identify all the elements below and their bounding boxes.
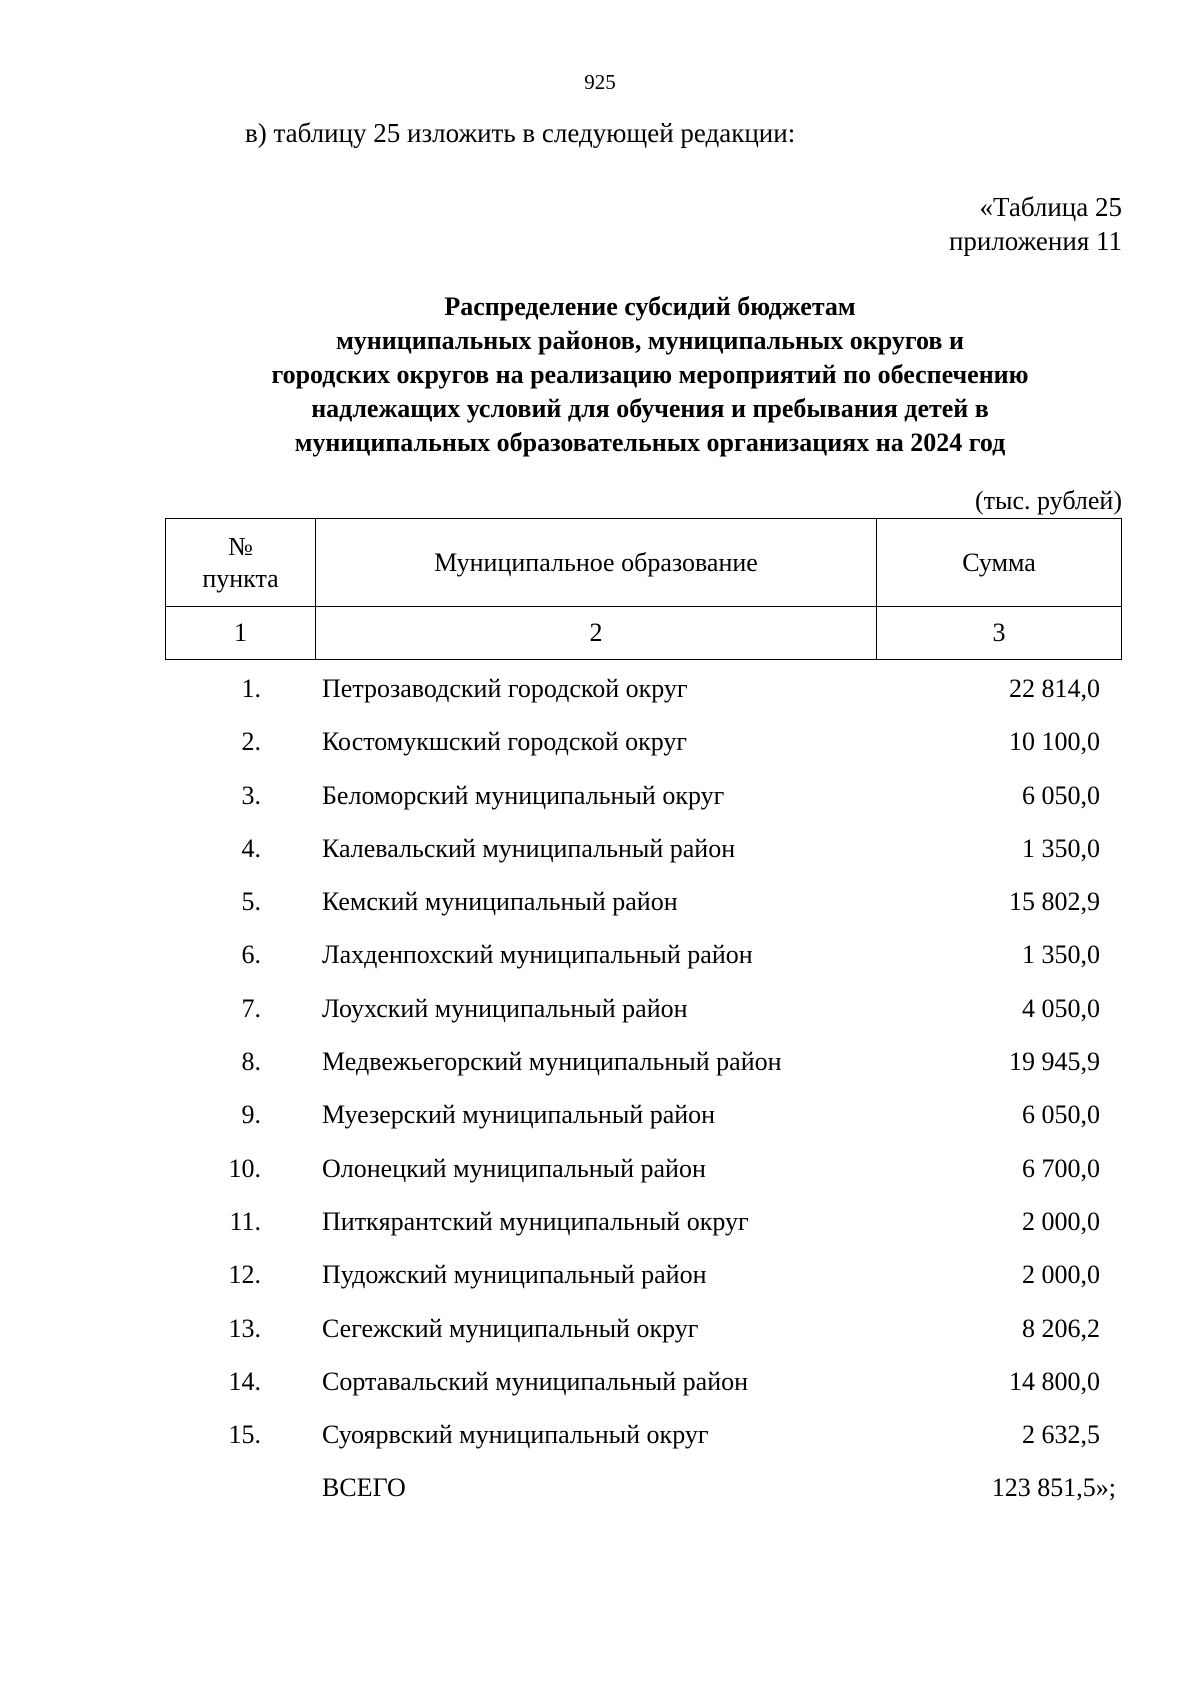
header-number-label: пункта — [202, 563, 279, 593]
table-row — [165, 1355, 1122, 1408]
page-number: 925 — [584, 70, 616, 94]
row-sum: 10 100,0 — [1009, 727, 1100, 757]
table-row — [165, 1035, 1122, 1088]
header-municipality-cell: Муниципальное образование — [316, 519, 877, 607]
row-number: 11. — [229, 1206, 261, 1236]
table-row — [165, 1088, 1122, 1141]
header-number-symbol: № — [228, 531, 253, 561]
row-municipality: Лахденпохский муниципальный район — [322, 940, 753, 970]
row-municipality: Калевальский муниципальный район — [322, 833, 736, 863]
table-row — [165, 1248, 1122, 1301]
column-number-row — [166, 607, 1122, 660]
table-reference-line2: приложения 11 — [948, 226, 1122, 256]
title-line5: муниципальных образовательных организациях на 2024 год — [294, 428, 1006, 457]
row-number: 10. — [228, 1153, 261, 1183]
table-row — [165, 769, 1122, 822]
row-number: 1. — [241, 674, 261, 703]
row-number: 8. — [241, 1047, 261, 1077]
row-number: 12. — [228, 1260, 261, 1290]
row-municipality: Лоухский муниципальный район — [322, 993, 688, 1023]
row-municipality: Муезерский муниципальный район — [322, 1100, 716, 1130]
table-row — [165, 1142, 1122, 1195]
row-number: 4. — [241, 833, 261, 863]
table-header — [165, 518, 1122, 660]
row-municipality: Беломорский муниципальный округ — [322, 780, 725, 810]
title-line3: городских округов на реализацию мероприятий по обеспечению — [271, 360, 1029, 389]
row-sum: 6 700,0 — [1022, 1153, 1100, 1183]
header-sum-cell: Сумма — [877, 519, 1122, 607]
row-sum: 6 050,0 — [1022, 1100, 1100, 1130]
row-sum: 1 350,0 — [1022, 940, 1100, 970]
row-number: 14. — [228, 1366, 261, 1396]
row-number: 9. — [241, 1100, 261, 1130]
units-label: (тыс. рублей) — [974, 486, 1122, 515]
table-row — [165, 822, 1122, 875]
column-number-2: 2 — [316, 607, 877, 660]
row-number: 7. — [241, 993, 261, 1023]
row-number: 3. — [241, 780, 261, 810]
row-number: 5. — [241, 887, 261, 917]
row-number: 6. — [241, 940, 261, 970]
row-municipality: Сегежский муниципальный округ — [322, 1313, 699, 1343]
row-sum: 15 802,9 — [1009, 887, 1100, 917]
total-row — [165, 1461, 1122, 1514]
table-body — [165, 662, 1122, 1515]
column-number-1: 1 — [166, 607, 316, 660]
row-number: 2. — [241, 727, 261, 757]
row-municipality: Суоярвский муниципальный округ — [322, 1420, 709, 1450]
table-row — [165, 715, 1122, 768]
table-row — [165, 875, 1122, 928]
row-sum: 6 050,0 — [1022, 780, 1100, 810]
row-municipality: Медвежьегорский муниципальный район — [322, 1047, 782, 1077]
intro-text: в) таблицу 25 изложить в следующей редакции: — [245, 118, 796, 148]
title-line1: Распределение субсидий бюджетам — [444, 292, 856, 321]
table-row — [165, 982, 1122, 1035]
document-title — [150, 290, 1150, 460]
header-number-cell — [166, 519, 316, 607]
row-municipality: Пудожский муниципальный район — [322, 1260, 707, 1290]
row-sum: 1 350,0 — [1022, 833, 1100, 863]
table-row — [165, 1195, 1122, 1248]
row-municipality: Петрозаводский городской округ — [322, 674, 688, 703]
header-row — [166, 519, 1122, 607]
row-sum: 2 632,5 — [1022, 1420, 1100, 1450]
row-municipality: Олонецкий муниципальный район — [322, 1153, 706, 1183]
table-row — [165, 1302, 1122, 1355]
column-number-3: 3 — [877, 607, 1122, 660]
row-sum: 2 000,0 — [1022, 1260, 1100, 1290]
row-number: 13. — [228, 1313, 261, 1343]
table-row — [165, 928, 1122, 981]
table-row — [165, 1408, 1122, 1461]
row-municipality: Костомукшский городской округ — [322, 727, 688, 757]
table-row — [165, 662, 1122, 715]
total-label: ВСЕГО — [322, 1473, 406, 1503]
row-sum: 14 800,0 — [1009, 1366, 1100, 1396]
row-sum: 4 050,0 — [1022, 993, 1100, 1023]
row-sum: 8 206,2 — [1022, 1313, 1100, 1343]
table-reference — [949, 190, 1122, 258]
row-sum: 19 945,9 — [1009, 1047, 1100, 1077]
row-number: 15. — [228, 1420, 261, 1450]
row-sum: 22 814,0 — [1009, 674, 1100, 703]
title-line2: муниципальных районов, муниципальных округов и — [336, 326, 964, 355]
row-municipality: Кемский муниципальный район — [322, 887, 678, 917]
row-municipality: Сортавальский муниципальный район — [322, 1366, 749, 1396]
title-line4: надлежащих условий для обучения и пребывания детей в — [311, 394, 989, 423]
table-reference-line1: «Таблица 25 — [979, 192, 1122, 222]
row-municipality: Питкярантский муниципальный округ — [322, 1206, 749, 1236]
total-sum: 123 851,5»; — [991, 1473, 1116, 1503]
row-sum: 2 000,0 — [1022, 1206, 1100, 1236]
